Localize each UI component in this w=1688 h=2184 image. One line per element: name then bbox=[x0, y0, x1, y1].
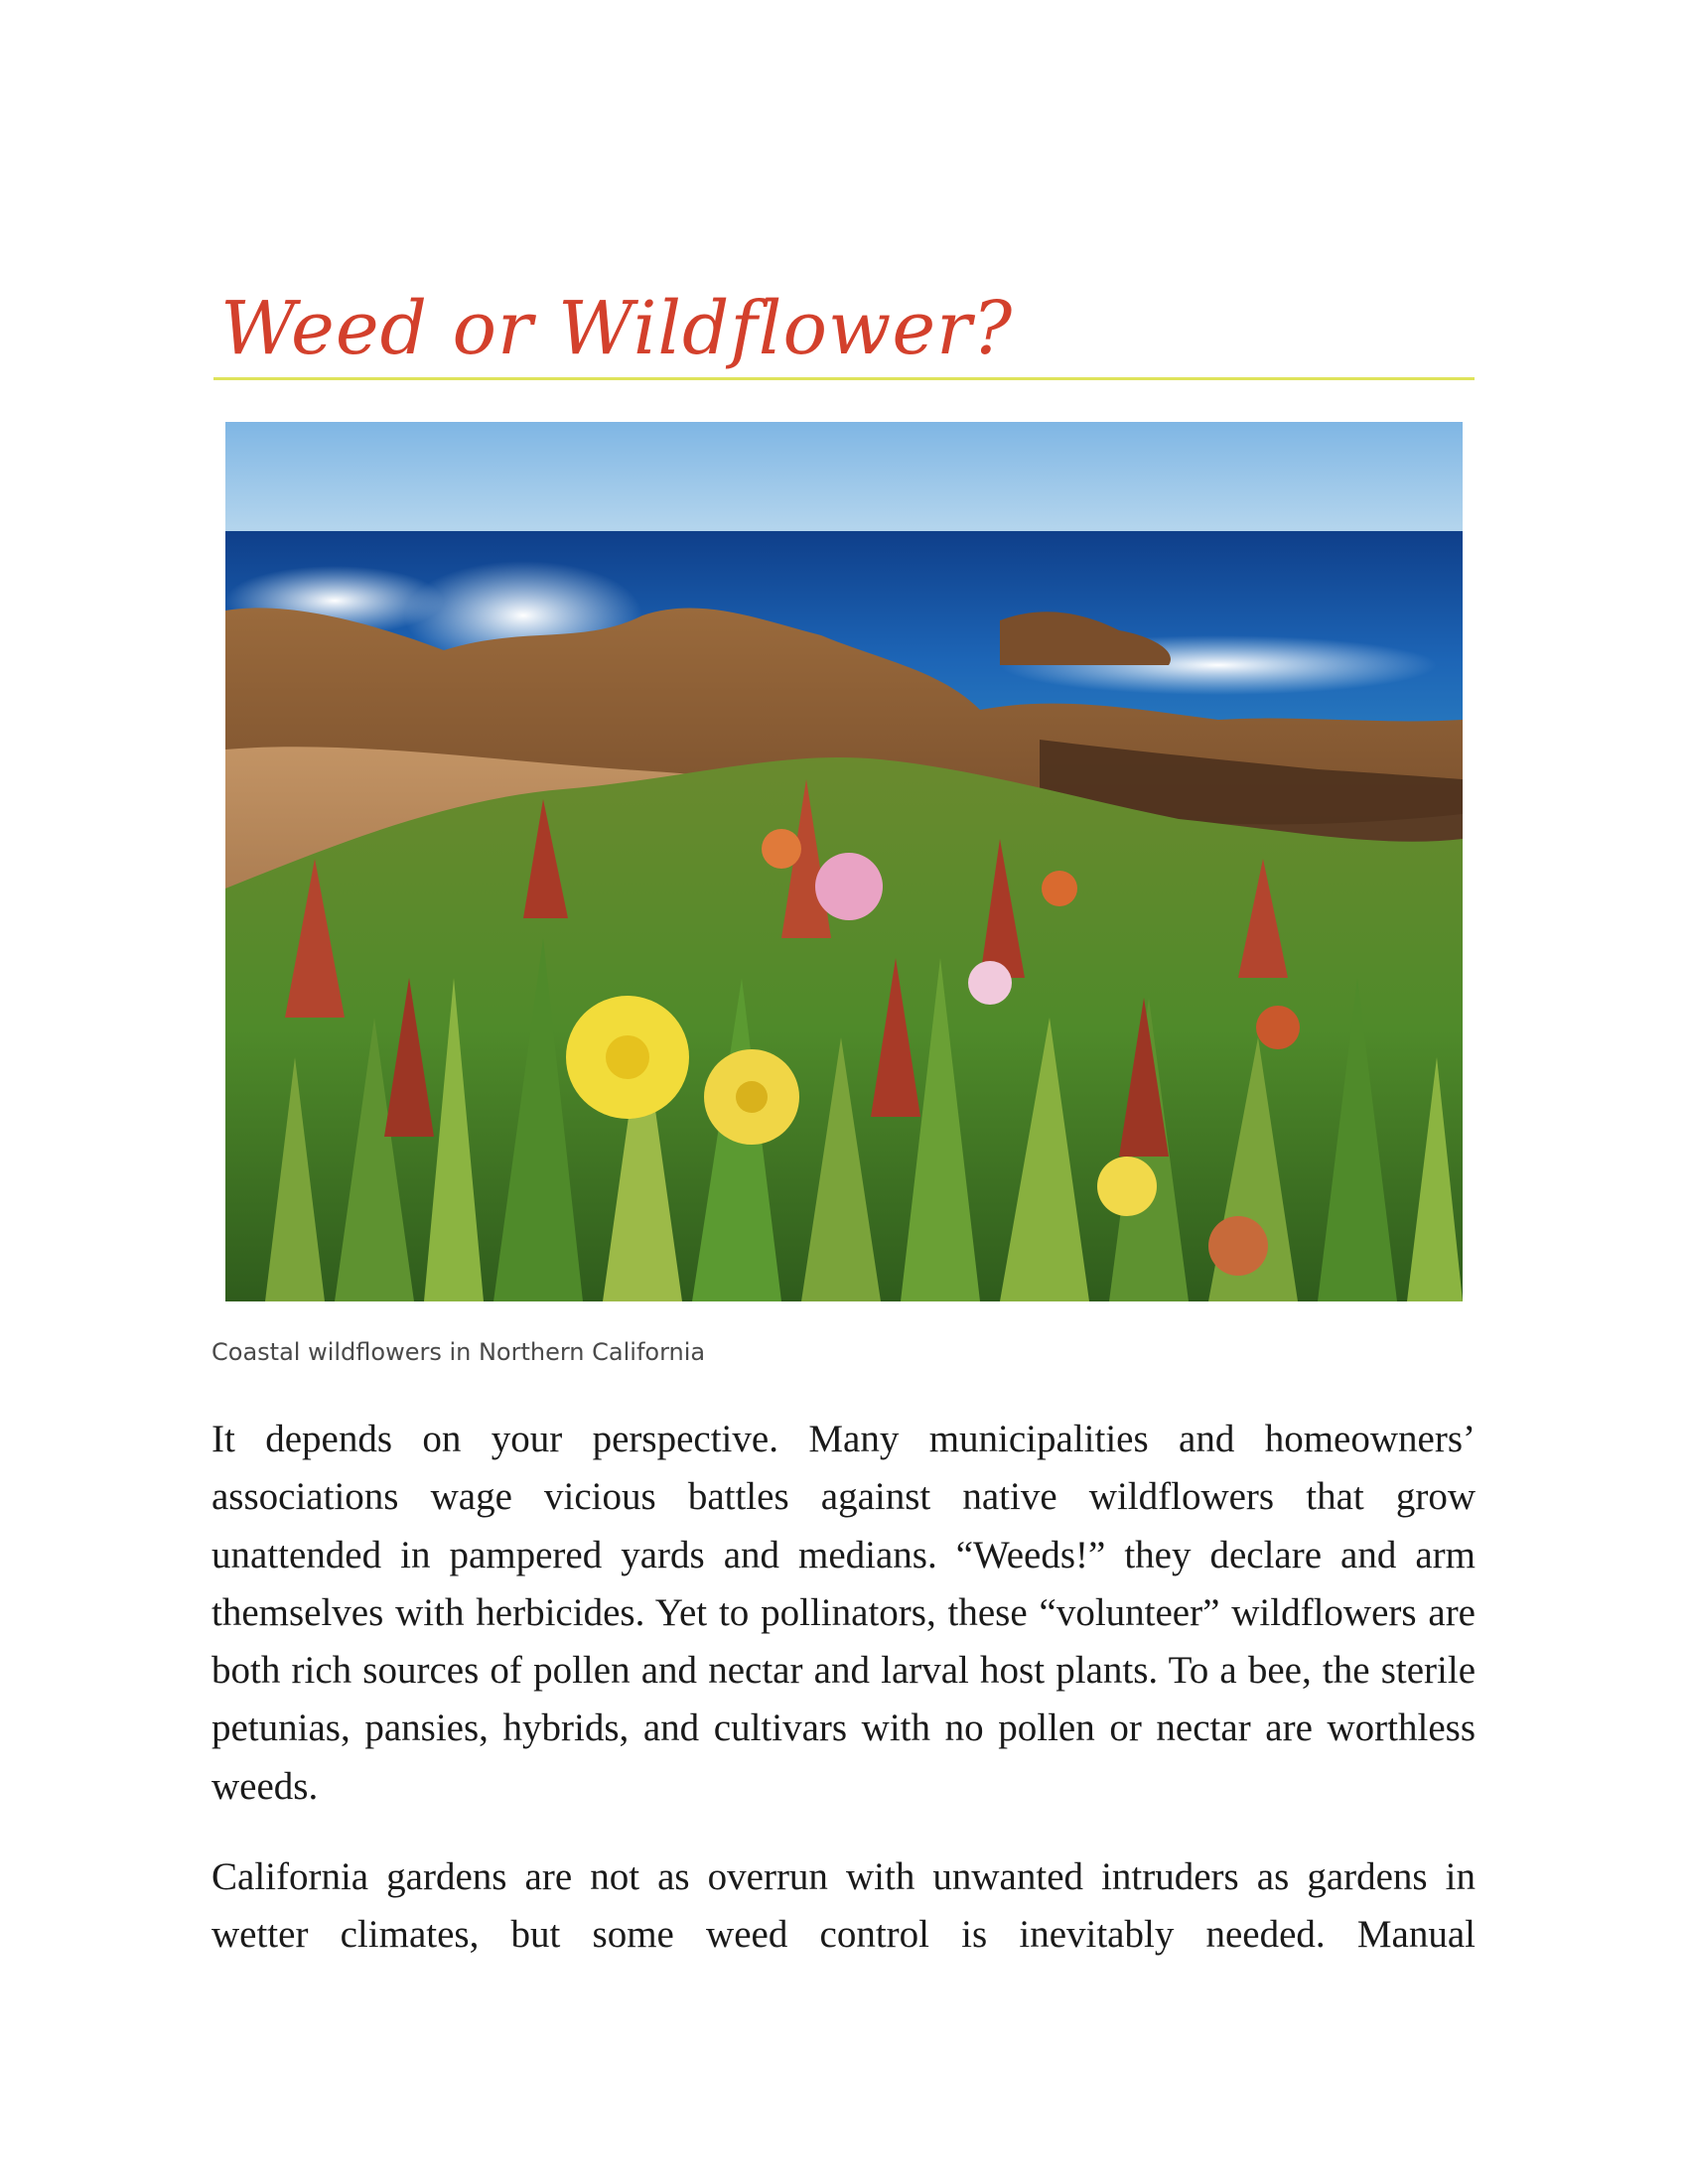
photo-caption: Coastal wildflowers in Northern California bbox=[211, 1338, 706, 1366]
page-title: Weed or Wildflower? bbox=[220, 286, 1014, 371]
title-underline bbox=[213, 377, 1475, 380]
body-paragraph: It depends on your perspective. Many municipalities and homeowners’ associations wage vicious battles against native wildflowers that grow unattended in pampered yards and medians. “Weeds!” they declare and arm themselves with herbicides. Yet to pollinators, these “volunteer” wildflowers are both rich sources of pollen and nectar and larval host plants. To a bee, the sterile petunias, pansies, hybrids, and cultivars with no pollen or nectar are worthless weeds. bbox=[211, 1418, 1476, 1808]
body-paragraph: California gardens are not as overrun with unwanted intruders as gardens in wetter climates, but some weed control is inevitably needed. Manual bbox=[211, 1855, 1476, 1957]
coastal-wildflowers-photo bbox=[225, 422, 1463, 1301]
